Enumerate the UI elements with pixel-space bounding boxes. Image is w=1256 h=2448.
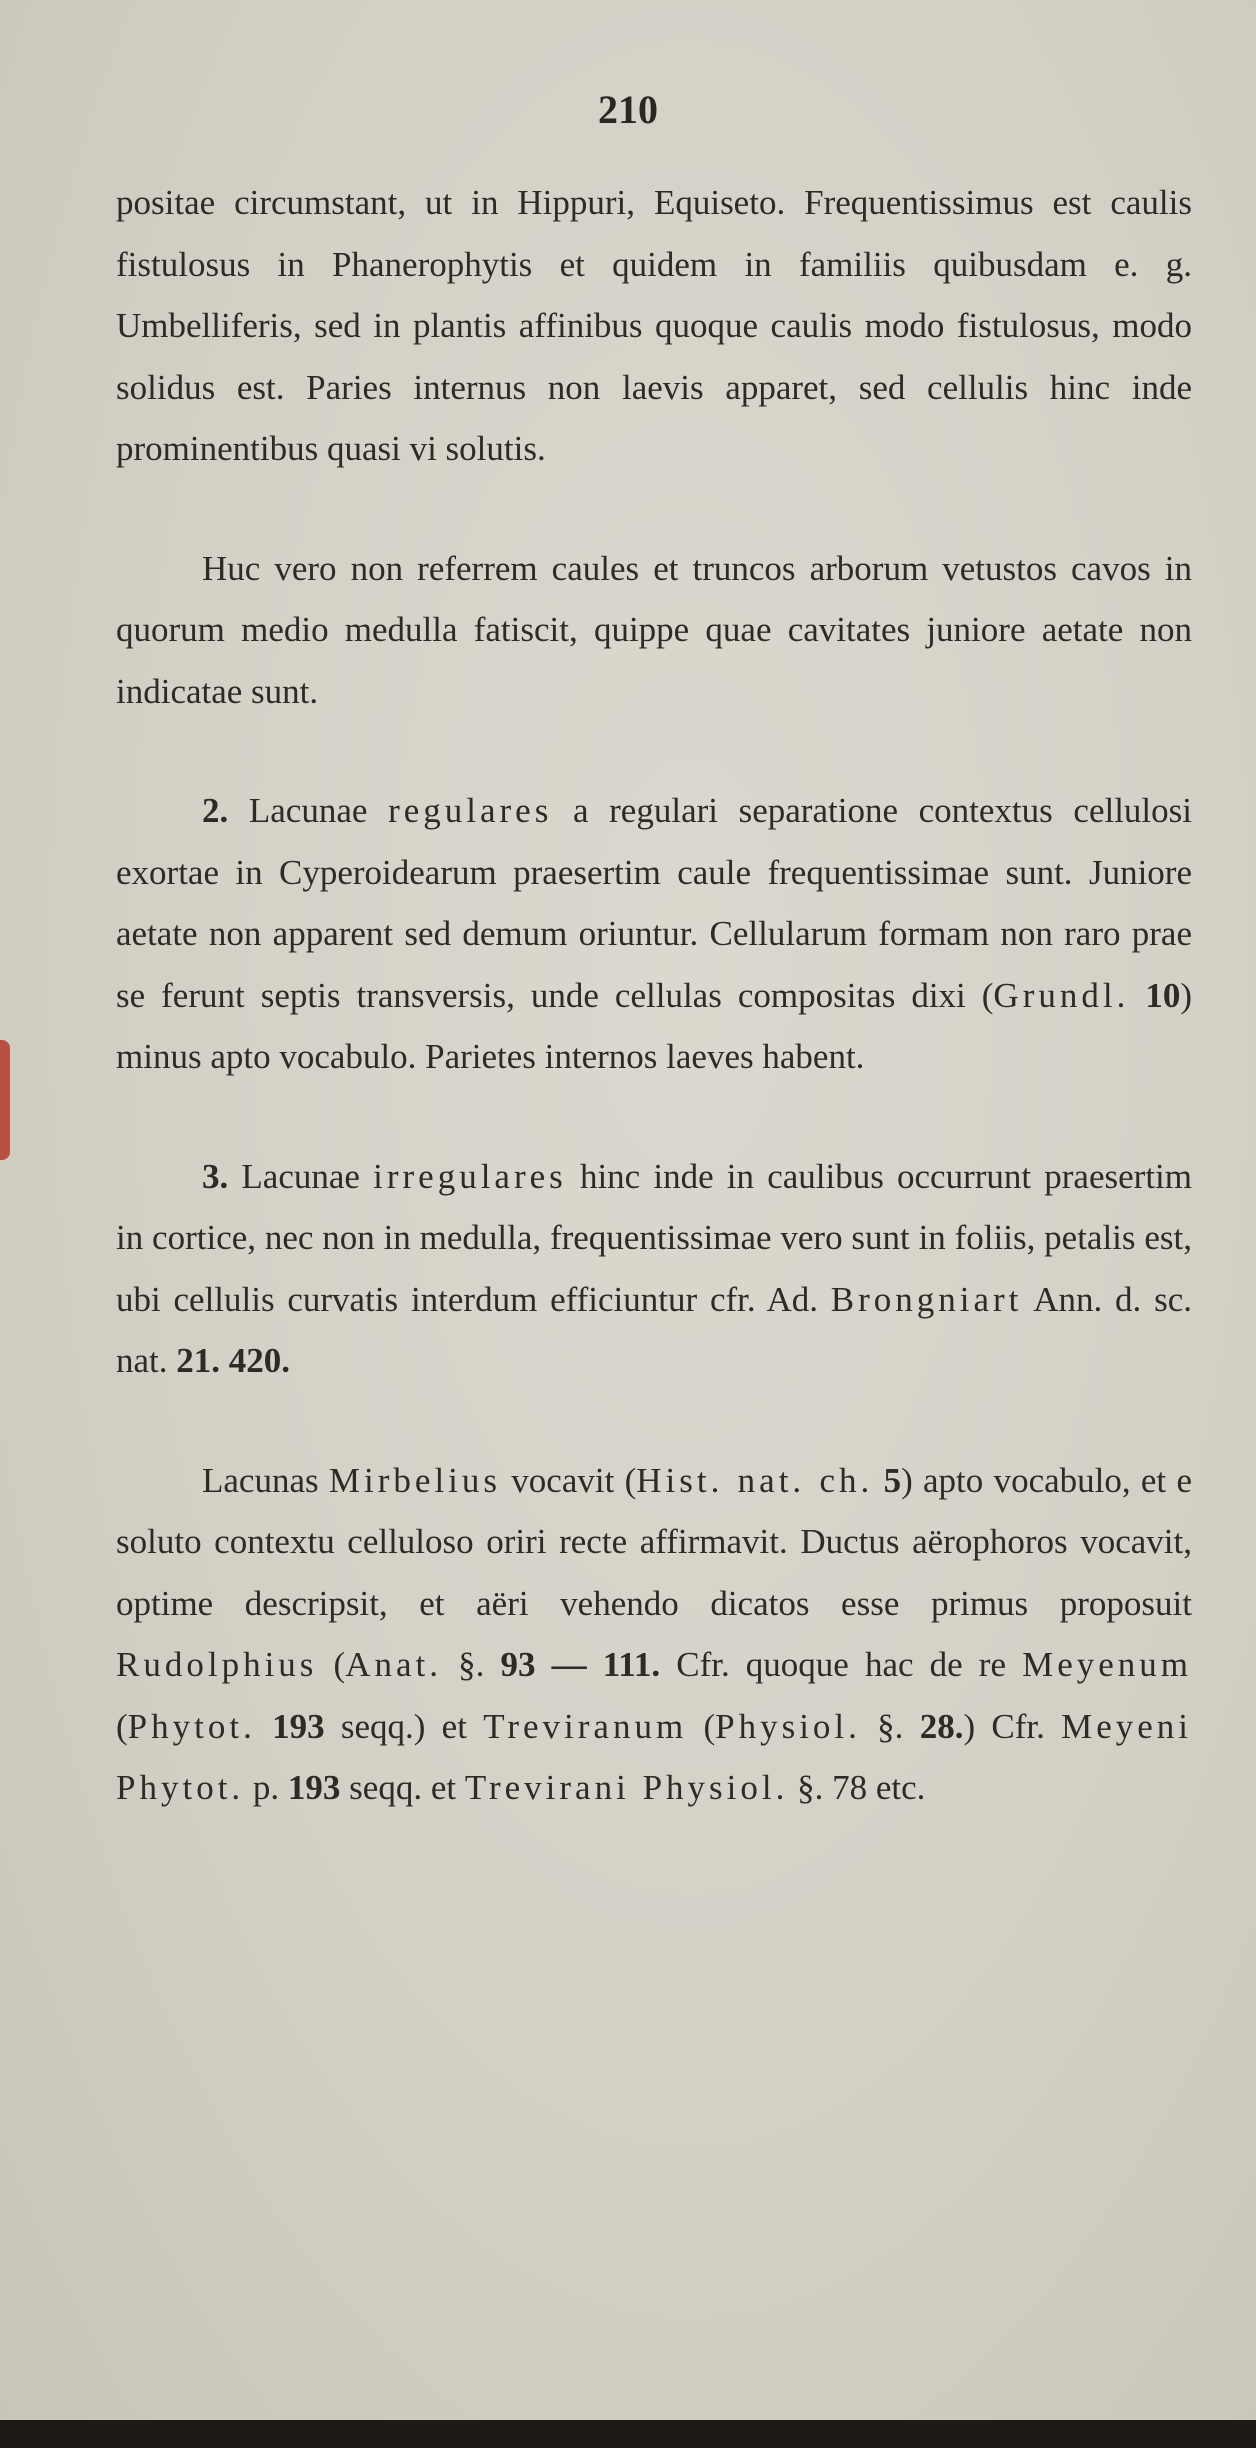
paragraph-gap [116,1392,1192,1450]
spaced-name: regulares [388,791,553,830]
text-run: hinc inde in caulibus occurrunt praesertim in cortice, nec non in medulla, frequentissimae vero sunt in foliis, petalis est, ubi cellulis curvatis interdum efficiuntur cfr. Ad. [116,1156,1192,1319]
text-run: ) Cfr. [963,1706,1062,1746]
spaced-name: Anat. [345,1645,442,1684]
text-run: seqq. et [340,1768,465,1807]
text-run: ( [687,1706,716,1746]
text-run: seqq.) et [324,1706,484,1746]
page-edge-mark [0,1040,10,1160]
page-number: 210 [598,87,658,132]
text-run: p. [244,1768,288,1807]
spaced-name: Brongniart [830,1279,1023,1319]
bold-number: 2. [202,791,229,830]
paragraph-1 [116,172,1192,480]
text-run [256,1707,272,1746]
text-run: Ann. d. sc. nat. [116,1279,1192,1380]
paragraph-3 [116,780,1192,1088]
page-body [116,172,1192,1819]
spaced-name: Rudolphius [116,1645,318,1684]
text-run: §. [442,1645,501,1684]
bold-number: 3. [202,1156,229,1196]
text-run [873,1461,883,1500]
spaced-name: Phytot. [127,1706,256,1746]
paragraph-4 [116,1146,1192,1392]
text-run: Lacunae [228,1156,374,1196]
text-run: a regulari separatione contextus cellulosi exortae in Cyperoidearum praesertim caule frequentissimae sunt. Juniore aetate non apparent sed demum oriuntur. Cellularum formam non raro prae se ferunt septis transversis, unde cellulas compositas dixi ( [116,791,1192,1015]
text-run: Lacunae [228,791,389,830]
text-run: ( [317,1645,346,1684]
bold-number: 21. 420. [176,1341,291,1380]
text-run: Lacunas [202,1460,329,1500]
spaced-name: Treviranum [483,1706,688,1746]
text-run: positae circumstant, ut in Hippuri, Equiseto. Frequentissimus est caulis fistulosus in Phanerophytis et quidem in familiis quibusdam e. g. Umbelliferis, sed in plantis affinibus quoque caulis modo fistulosus, modo solidus est. Paries internus non laevis apparet, sed cellulis hinc inde prominentibus quasi vi solutis. [116,183,1192,468]
spaced-name: Physiol. [715,1706,861,1746]
bold-number: 93 — 111. [500,1645,661,1684]
paragraph-gap [116,480,1192,538]
text-run [1129,976,1145,1015]
bold-number: 193 [287,1768,341,1807]
text-run: ) apto vocabulo, et e soluto contextu celluloso oriri recte affirmavit. Ductus aërophoros vocavit, optime descripsit, et aëri vehendo dicatos esse primus proposuit [116,1460,1192,1623]
paragraph-5 [116,1450,1192,1819]
spaced-name: Meyenum [1022,1645,1193,1684]
paragraph-gap [116,722,1192,780]
text-run: ( [116,1706,128,1746]
bold-number: 28. [919,1706,964,1746]
bold-number: 5 [883,1460,902,1500]
text-run: vocavit ( [501,1460,637,1500]
paragraph-gap [116,1088,1192,1146]
text-run: ) minus apto vocabulo. Parietes internos laeves habent. [116,975,1192,1076]
paragraph-2 [116,538,1192,723]
bold-number: 193 [272,1706,325,1746]
bold-number: 10 [1145,975,1181,1015]
text-run: §. 78 etc. [788,1768,926,1807]
text-run: §. [860,1706,920,1746]
spaced-name: Grundl. [993,975,1130,1015]
spaced-name: Meyeni Phytot. [116,1706,1193,1807]
text-run: Cfr. quoque hac de re [660,1645,1023,1684]
spaced-name: Mirbelius [328,1460,502,1500]
spaced-name: irregulares [373,1156,567,1196]
spaced-name: Trevirani Physiol. [464,1768,789,1807]
text-run: Huc vero non referrem caules et truncos arborum vetustos cavos in quorum medio medulla fatiscit, quippe quae cavitates juniore aetate non indicatae sunt. [116,548,1192,711]
page-bottom-edge [0,2420,1256,2448]
spaced-name: Hist. nat. ch. [636,1460,874,1500]
